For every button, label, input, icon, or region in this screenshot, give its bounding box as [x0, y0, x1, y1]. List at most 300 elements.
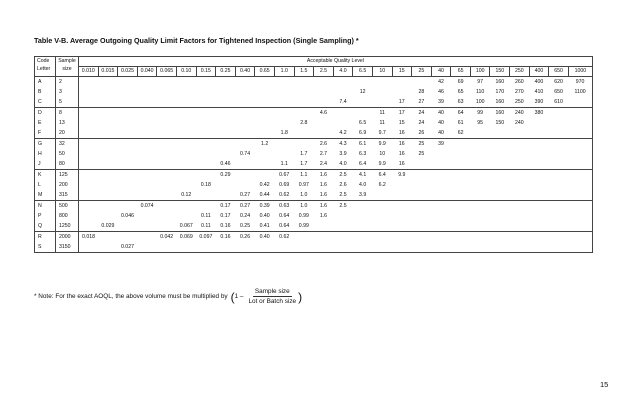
aoql-value-cell	[314, 77, 334, 88]
aoql-value-cell: 0.25	[235, 221, 255, 232]
aoql-value-cell: 25	[412, 139, 432, 150]
aoql-value-cell: 400	[529, 77, 549, 88]
aoql-value-cell: 61	[457, 120, 464, 126]
aoql-value-cell: 0.097	[196, 232, 216, 243]
aoql-value-cell	[255, 87, 275, 97]
aoql-value-cell	[196, 201, 216, 212]
aoql-value-cell	[294, 128, 314, 139]
aoql-value-cell	[137, 128, 157, 139]
aoql-value-cell: 1.7	[294, 159, 314, 170]
aoql-value-cell: 0.11	[201, 213, 211, 219]
aoql-value-cell	[137, 221, 157, 232]
aql-level-header: 0.025	[118, 67, 138, 77]
sample-size-cell: 3150	[56, 242, 79, 253]
aoql-value-cell	[176, 211, 196, 221]
fraction-denominator: Lot or Batch size	[248, 298, 297, 305]
aoql-value-cell	[510, 159, 530, 170]
aoql-value-cell: 260	[510, 77, 530, 88]
code-letter-cell: F	[35, 128, 56, 139]
aoql-value-cell	[333, 232, 353, 243]
aoql-value-cell	[294, 242, 314, 253]
aoql-value-cell: 42	[431, 77, 451, 88]
aoql-value-cell: 0.40	[259, 213, 270, 219]
aoql-value-cell: 40	[431, 128, 451, 139]
aoql-value-cell	[549, 149, 569, 159]
aoql-value-cell: 1.6	[319, 182, 328, 188]
aoql-value-cell	[549, 159, 569, 170]
aoql-value-cell: 0.97	[298, 182, 309, 188]
aoql-value-cell	[490, 170, 510, 181]
code-letter-cell: J	[35, 159, 56, 170]
aoql-value-cell	[98, 242, 118, 253]
code-letter-cell: S	[35, 242, 56, 253]
aoql-value-cell	[510, 242, 530, 253]
aoql-value-cell: 270	[515, 89, 524, 95]
code-letter-cell: E	[35, 118, 56, 128]
aoql-value-cell: 0.074	[137, 201, 157, 212]
aoql-value-cell	[157, 149, 177, 159]
aoql-value-cell	[98, 159, 118, 170]
aoql-value-cell: 2.6	[339, 182, 347, 188]
sample-size-cell: 32	[56, 139, 79, 150]
aoql-value-cell: 160	[490, 77, 510, 88]
fraction-numerator: Sample size	[254, 288, 290, 295]
aoql-value-cell	[98, 139, 118, 150]
aoql-value-cell	[157, 108, 177, 119]
aoql-value-cell	[568, 108, 592, 119]
aoql-value-cell	[157, 190, 177, 201]
aoql-value-cell	[490, 149, 510, 159]
aoql-value-cell	[157, 211, 177, 221]
aql-level-header: 0.25	[216, 67, 236, 77]
aoql-value-cell	[137, 108, 157, 119]
code-letter-cell: N	[35, 201, 56, 212]
aoql-value-cell: 160	[490, 108, 510, 119]
aql-level-header: 250	[510, 67, 530, 77]
aoql-value-cell	[372, 201, 392, 212]
aoql-value-cell	[549, 242, 569, 253]
aoql-value-cell	[392, 180, 412, 190]
aoql-value-cell: 6.2	[378, 182, 386, 188]
sample-size-header-line: size	[62, 66, 72, 72]
aoql-value-cell: 2.8	[300, 120, 308, 126]
aoql-value-cell: 650	[554, 89, 563, 95]
aoql-value-cell	[549, 232, 569, 243]
aoql-value-cell	[470, 180, 490, 190]
aoql-value-cell: 95	[477, 120, 484, 126]
aoql-value-cell	[157, 77, 177, 88]
aoql-value-cell: 2.5	[333, 201, 353, 212]
aoql-value-cell	[372, 77, 392, 88]
fraction	[246, 287, 298, 306]
aoql-value-cell: 0.069	[176, 232, 196, 243]
aql-level-header: 0.10	[176, 67, 196, 77]
aoql-value-cell: 64	[451, 108, 471, 119]
aoql-value-cell	[431, 211, 451, 221]
aoql-value-cell	[353, 221, 373, 232]
aoql-value-cell: 6.5	[359, 120, 367, 126]
aoql-value-cell: 970	[568, 77, 592, 88]
aoql-value-cell	[431, 232, 451, 243]
aoql-value-cell	[294, 97, 314, 108]
aoql-value-cell	[353, 108, 373, 119]
aoql-value-cell	[137, 139, 157, 150]
table-row	[35, 190, 593, 201]
aoql-value-cell	[98, 170, 118, 181]
aoql-value-cell	[157, 201, 177, 212]
aoql-value-cell	[79, 221, 99, 232]
aoql-value-cell	[137, 242, 157, 253]
aoql-value-cell	[274, 77, 294, 88]
aoql-value-cell	[118, 221, 138, 232]
aoql-value-cell: 6.4	[353, 159, 373, 170]
aoql-value-cell	[412, 170, 432, 181]
aoql-value-cell	[118, 190, 138, 201]
aoql-value-cell	[470, 159, 490, 170]
aoql-value-cell	[118, 128, 138, 139]
aoql-value-cell: 99	[470, 108, 490, 119]
aoql-value-cell	[451, 139, 471, 150]
aoql-value-cell	[392, 190, 412, 201]
aoql-value-cell: 1.1	[274, 159, 294, 170]
aoql-value-cell	[333, 87, 353, 97]
aoql-value-cell	[157, 97, 177, 108]
aoql-value-cell: 15	[398, 120, 405, 126]
aoql-value-cell	[568, 159, 592, 170]
aoql-value-cell	[314, 97, 334, 108]
aoql-value-cell: 620	[549, 77, 569, 88]
aoql-value-cell	[118, 108, 138, 119]
aoql-value-cell: 250	[510, 97, 530, 108]
aoql-value-cell	[431, 221, 451, 232]
aoql-value-cell	[490, 159, 510, 170]
aoql-value-cell	[216, 190, 236, 201]
aoql-value-cell	[216, 108, 236, 119]
aoql-value-cell	[431, 149, 451, 159]
aoql-value-cell: 0.29	[216, 170, 236, 181]
code-letter-cell: A	[35, 77, 56, 88]
aoql-value-cell	[176, 242, 196, 253]
aoql-value-cell	[157, 118, 177, 128]
aql-level-header: 6.5	[353, 67, 373, 77]
aoql-value-cell: 0.027	[118, 242, 138, 253]
aoql-value-cell	[118, 149, 138, 159]
aoql-value-cell: 0.41	[255, 221, 275, 232]
aoql-value-cell	[529, 170, 549, 181]
aoql-value-cell	[235, 118, 255, 128]
aoql-value-cell	[79, 87, 99, 97]
aoql-value-cell: 0.018	[79, 232, 99, 243]
aoql-value-cell	[176, 118, 196, 128]
aoql-value-cell	[196, 128, 216, 139]
aoql-value-cell	[372, 211, 392, 221]
aoql-value-cell	[568, 128, 592, 139]
aoql-value-cell	[431, 242, 451, 253]
aoql-value-cell: 0.42	[259, 182, 270, 188]
aoql-value-cell: 39	[431, 139, 451, 150]
aoql-value-cell	[294, 232, 314, 243]
sample-size-cell: 3	[56, 87, 79, 97]
sample-size-cell: 1250	[56, 221, 79, 232]
aoql-value-cell: 1.6	[314, 201, 334, 212]
aoql-value-cell: 0.27	[235, 201, 255, 212]
aoql-value-cell	[568, 190, 592, 201]
aoql-value-cell	[196, 118, 216, 128]
aoql-value-cell: 16	[392, 159, 412, 170]
aoql-value-cell	[510, 221, 530, 232]
aoql-value-cell: 160	[490, 97, 510, 108]
aoql-value-cell	[157, 128, 177, 139]
table-row	[35, 128, 593, 139]
aoql-value-cell	[157, 170, 177, 181]
table-row	[35, 149, 593, 159]
aoql-value-cell	[176, 77, 196, 88]
aoql-value-cell	[510, 201, 530, 212]
aoql-value-cell	[529, 128, 549, 139]
aoql-value-cell	[314, 242, 334, 253]
aoql-value-cell	[314, 87, 334, 97]
aoql-value-cell	[510, 170, 530, 181]
aoql-value-cell	[196, 108, 216, 119]
aoql-value-cell	[235, 170, 255, 181]
aoql-value-cell	[529, 211, 549, 221]
aoql-value-cell	[490, 221, 510, 232]
aoql-value-cell	[470, 221, 490, 232]
aoql-value-cell	[529, 242, 549, 253]
aoql-value-cell	[294, 87, 314, 97]
sample-size-cell: 50	[56, 149, 79, 159]
aoql-value-cell	[79, 97, 99, 108]
aoql-value-cell	[431, 159, 451, 170]
aoql-value-cell	[255, 97, 275, 108]
aoql-value-cell: 0.74	[239, 151, 251, 157]
aoql-value-cell	[549, 180, 569, 190]
aoql-value-cell: 410	[534, 89, 544, 95]
aoql-value-cell: 0.12	[176, 190, 196, 201]
aoql-value-cell	[255, 170, 275, 181]
sample-size-cell: 13	[56, 118, 79, 128]
aoql-value-cell	[490, 128, 510, 139]
aoql-value-cell	[274, 97, 294, 108]
table-row	[35, 87, 593, 97]
aoql-value-cell	[549, 190, 569, 201]
aoql-value-cell: 0.46	[216, 159, 236, 170]
aoql-value-cell	[529, 190, 549, 201]
aoql-value-cell	[431, 180, 451, 190]
aoql-value-cell: 0.16	[216, 221, 236, 232]
aoql-value-cell: 1100	[568, 87, 592, 97]
aoql-value-cell	[451, 221, 471, 232]
aoql-value-cell	[216, 118, 236, 128]
aoql-value-cell	[255, 159, 275, 170]
aoql-value-cell	[79, 139, 99, 150]
aoql-value-cell	[412, 77, 432, 88]
aoql-value-cell	[79, 170, 99, 181]
sample-size-cell: 500	[56, 201, 79, 212]
aoql-value-cell: 11	[379, 120, 385, 126]
aoql-value-cell	[79, 149, 99, 159]
aoql-value-cell	[98, 211, 118, 221]
aoql-value-cell	[510, 139, 530, 150]
aoql-value-cell	[568, 139, 592, 150]
aql-level-header: 150	[490, 67, 510, 77]
aoql-value-cell	[118, 201, 138, 212]
aoql-value-cell	[451, 170, 471, 181]
aoql-value-cell	[176, 97, 196, 108]
aoql-value-cell: 6.9	[353, 128, 373, 139]
aoql-value-cell	[235, 139, 255, 150]
aql-level-header: 0.015	[98, 67, 118, 77]
aoql-value-cell	[176, 87, 196, 97]
aoql-value-cell	[176, 180, 196, 190]
aoql-value-cell: 0.17	[216, 201, 236, 212]
aoql-value-cell	[98, 201, 118, 212]
aql-level-header: 1.5	[294, 67, 314, 77]
code-letter-cell: L	[35, 180, 56, 190]
aoql-value-cell	[314, 221, 334, 232]
aoql-value-cell: 240	[510, 108, 530, 119]
aoql-value-cell: 97	[470, 77, 490, 88]
aoql-value-cell: 1.0	[294, 190, 314, 201]
aoql-value-cell	[510, 180, 530, 190]
aoql-value-cell: 240	[515, 120, 524, 126]
aoql-value-cell	[137, 118, 157, 128]
aoql-value-cell	[79, 118, 99, 128]
table-row	[35, 77, 593, 88]
aoql-value-cell: 0.18	[200, 182, 211, 188]
aoql-value-cell	[490, 211, 510, 221]
aoql-value-cell	[549, 128, 569, 139]
aoql-value-cell: 6.1	[353, 139, 373, 150]
aoql-value-cell	[79, 180, 99, 190]
aoql-value-cell	[98, 87, 118, 97]
table-row	[35, 221, 593, 232]
aoql-value-cell	[470, 211, 490, 221]
aoql-value-cell	[255, 108, 275, 119]
aoql-value-cell	[137, 159, 157, 170]
aoql-value-cell: 0.046	[120, 213, 134, 219]
aoql-value-cell	[98, 128, 118, 139]
aoql-value-cell: 62	[451, 128, 471, 139]
aoql-value-cell	[137, 211, 157, 221]
aoql-value-cell	[568, 180, 592, 190]
aoql-value-cell: 26	[412, 128, 432, 139]
aoql-value-cell	[490, 232, 510, 243]
aoql-value-cell	[549, 170, 569, 181]
aoql-value-cell: 25	[418, 151, 425, 157]
table-row	[35, 232, 593, 243]
aoql-value-cell	[235, 159, 255, 170]
aoql-value-cell: 110	[476, 89, 485, 95]
aoql-value-cell: 11	[372, 108, 392, 119]
aoql-value-cell: 6.4	[372, 170, 392, 181]
aoql-value-cell: 12	[359, 89, 366, 95]
aoql-value-cell	[510, 190, 530, 201]
aoql-value-cell	[118, 139, 138, 150]
aoql-value-cell: 24	[412, 108, 432, 119]
aoql-value-cell	[98, 180, 118, 190]
aoql-value-cell: 27	[412, 97, 432, 108]
aoql-value-cell	[490, 242, 510, 253]
aoql-value-cell	[549, 139, 569, 150]
aoql-value-cell	[118, 97, 138, 108]
aql-level-header: 40	[431, 67, 451, 77]
aoql-value-cell	[196, 139, 216, 150]
aoql-value-cell	[568, 97, 592, 108]
aoql-value-cell	[412, 180, 432, 190]
aoql-value-cell	[216, 139, 236, 150]
aoql-value-cell: 3.9	[339, 151, 347, 157]
aoql-value-cell	[176, 201, 196, 212]
aoql-value-cell: 0.64	[274, 221, 294, 232]
aoql-value-cell	[274, 108, 294, 119]
aoql-value-cell	[235, 77, 255, 88]
aoql-value-cell	[157, 221, 177, 232]
page-number: 15	[600, 380, 609, 389]
aql-level-header: 0.040	[137, 67, 157, 77]
aoql-value-cell	[79, 159, 99, 170]
aoql-value-cell	[176, 149, 196, 159]
aoql-value-cell	[333, 221, 353, 232]
aoql-value-cell: 390	[529, 97, 549, 108]
table-title: Table V-B. Average Outgoing Quality Limit Factors for Tightened Inspection (Single Sampling) *	[34, 36, 359, 45]
aoql-value-cell: 0.62	[274, 232, 294, 243]
aoql-value-cell	[157, 242, 177, 253]
aoql-value-cell	[118, 232, 138, 243]
aoql-value-cell	[529, 159, 549, 170]
code-letter-cell: C	[35, 97, 56, 108]
aoql-value-cell	[333, 211, 353, 221]
aoql-value-cell: 40	[431, 108, 451, 119]
code-letter-cell: D	[35, 108, 56, 119]
aoql-value-cell: 0.69	[279, 182, 290, 188]
aoql-value-cell	[470, 149, 490, 159]
aoql-value-cell: 9.9	[372, 139, 392, 150]
aoql-value-cell	[470, 242, 490, 253]
aoql-value-cell	[157, 87, 177, 97]
aoql-value-cell: 1.1	[294, 170, 314, 181]
table-row	[35, 159, 593, 170]
aoql-value-cell: 2.5	[333, 170, 353, 181]
aoql-value-cell	[314, 232, 334, 243]
aoql-value-cell	[568, 211, 592, 221]
aoql-value-cell: 16	[398, 151, 405, 157]
aoql-value-cell	[118, 170, 138, 181]
aql-level-header: 100	[470, 67, 490, 77]
aoql-value-cell	[392, 232, 412, 243]
aoql-value-cell	[372, 87, 392, 97]
aoql-value-cell	[353, 242, 373, 253]
aoql-value-cell: 40	[438, 120, 444, 126]
sample-size-header-line: Sample	[58, 58, 76, 64]
aoql-value-cell: 46	[438, 89, 444, 95]
aoql-value-cell	[196, 149, 216, 159]
aoql-value-cell	[412, 211, 432, 221]
code-letter-header	[35, 57, 56, 77]
aoql-value-cell	[255, 242, 275, 253]
aoql-value-cell: 1.6	[314, 190, 334, 201]
sample-size-cell: 200	[56, 180, 79, 190]
aoql-value-cell	[235, 128, 255, 139]
sample-size-cell: 2	[56, 77, 79, 88]
aoql-table	[34, 56, 593, 253]
aoql-value-cell	[216, 97, 236, 108]
aoql-value-cell: 0.67	[274, 170, 294, 181]
aoql-value-cell	[137, 190, 157, 201]
aoql-value-cell: 4.2	[333, 128, 353, 139]
aoql-value-cell	[451, 201, 471, 212]
sample-size-cell: 315	[56, 190, 79, 201]
